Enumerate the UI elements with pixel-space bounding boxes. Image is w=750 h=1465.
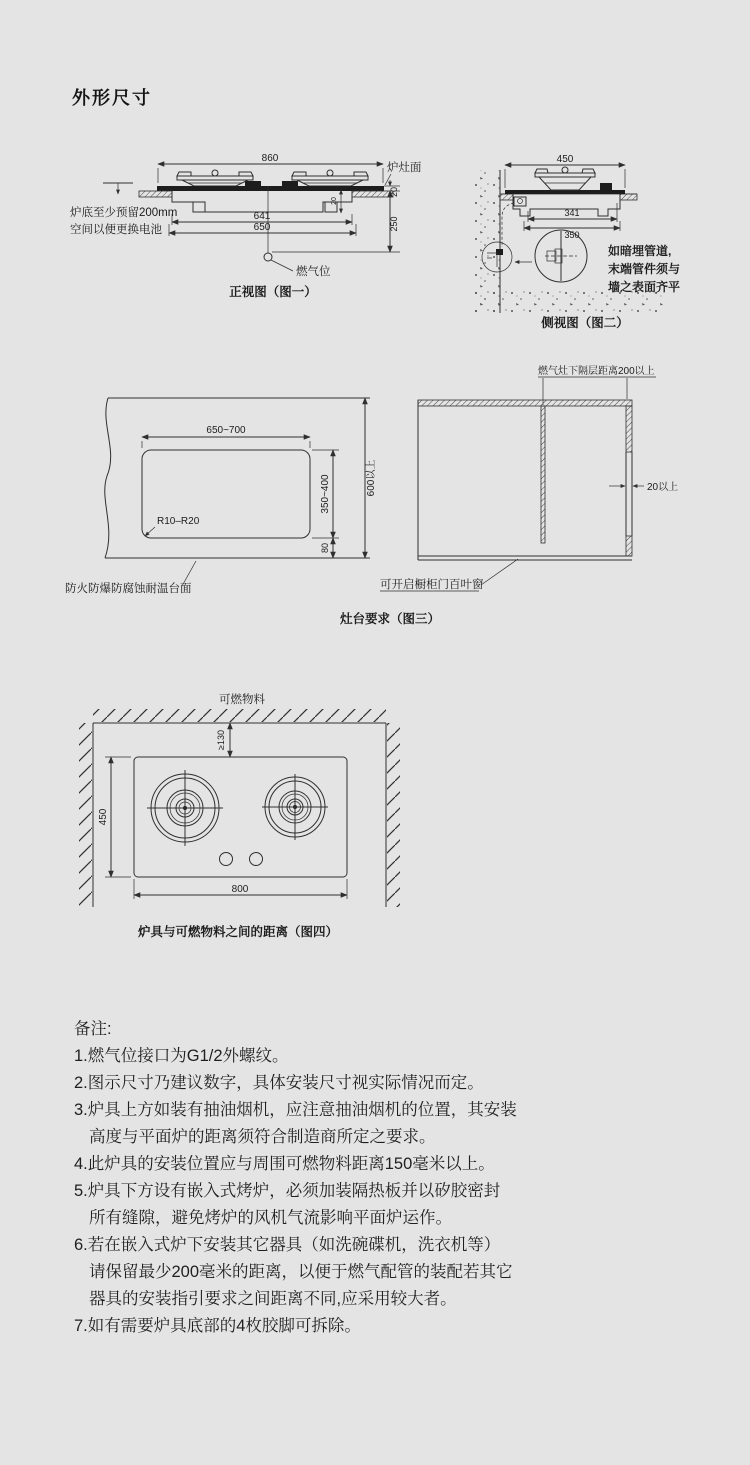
- note-line: 6.若在嵌入式炉下安装其它器具（如洗碗碟机，洗衣机等）: [74, 1236, 501, 1254]
- battery-note-line1: 炉底至少预留200mm: [70, 207, 178, 219]
- dim-stove-depth: [98, 757, 131, 877]
- radius-label: R10–R20: [157, 516, 200, 527]
- notes-section: [74, 1016, 694, 1340]
- igniter-box-left: [245, 181, 261, 187]
- dim-label-800: 800: [231, 884, 249, 895]
- knob-right: [250, 853, 263, 866]
- corner-radius-callout: [145, 516, 200, 536]
- dim-label-80: 80: [320, 542, 330, 554]
- dim-counter-depth: [364, 398, 377, 558]
- gas-connection: [264, 253, 331, 278]
- dim-cutout-width: [142, 425, 310, 448]
- note-line: 7.如有需要炉具底部的4枚胶脚可拆除。: [74, 1317, 361, 1335]
- pipe-note-line1: 如暗埋管道,: [608, 244, 672, 258]
- knob-left: [220, 853, 233, 866]
- right-burner-top: [262, 774, 328, 840]
- countertop-section-right: [352, 191, 393, 197]
- surface-label: [385, 160, 422, 185]
- dim-label-foot-20: 20: [331, 197, 338, 205]
- dim-label-450: 450: [556, 154, 574, 165]
- dim-label-650: 650: [253, 222, 271, 233]
- figure3-caption: 灶台要求（图三）: [339, 612, 441, 626]
- pipe-note-line3: 墙之表面齐平: [608, 280, 681, 294]
- countertop-section-left: [139, 191, 172, 197]
- countertop-material-label: [65, 561, 196, 595]
- note-line: 器具的安装指引要求之间距离不同,应采用较大者。: [89, 1290, 457, 1308]
- note-line: 1.燃气位接口为G1/2外螺纹。: [74, 1047, 289, 1065]
- dim-label-450: 450: [98, 808, 109, 826]
- clearance-figure: [75, 685, 425, 945]
- dim-label-cutout-depth: 350~400: [320, 474, 331, 514]
- dim-label-130: ≥130: [216, 730, 226, 750]
- dim-stove-width: [134, 879, 347, 899]
- dim-gap: [609, 480, 678, 493]
- dim-label-350: 350: [564, 230, 580, 240]
- countertop-requirements-figure: [60, 360, 710, 635]
- note-line: 所有缝隙，避免烤炉的风机气流影响平面炉运作。: [89, 1209, 452, 1227]
- combustible-label: 可燃物料: [219, 694, 265, 706]
- igniter-box-right: [282, 181, 298, 187]
- clearance-label: 燃气灶下隔层距离200以上: [538, 366, 655, 377]
- figure4-caption: 炉具与可燃物料之间的距离（图四）: [137, 925, 339, 939]
- note-line: 请保留最少200毫米的距离，以便于燃气配管的装配若其它: [89, 1263, 513, 1281]
- dim-label-860: 860: [261, 153, 279, 164]
- dim-label-341: 341: [564, 208, 580, 218]
- figure1-caption: 正视图（图一）: [229, 285, 317, 299]
- gas-position-label: 燃气位: [296, 266, 331, 278]
- dim-label-250: 250: [389, 216, 399, 232]
- dim-label-cutout-width: 650~700: [206, 425, 246, 436]
- note-line: 高度与平面炉的距离须符合制造商所定之要求。: [89, 1128, 436, 1146]
- page-title: 外形尺寸: [72, 88, 152, 108]
- side-view-figure: [455, 145, 750, 340]
- right-burner: [292, 170, 368, 186]
- front-view-figure: [60, 140, 440, 305]
- note-line: 4.此炉具的安装位置应与周围可燃物料距离150毫米以上。: [74, 1155, 495, 1173]
- dim-body-width: [169, 211, 356, 236]
- stove-top-view: [134, 757, 347, 877]
- surface-label-text: 炉灶面: [387, 162, 422, 174]
- left-burner-top: [147, 770, 223, 846]
- dim-label-glass-20: 20: [389, 186, 399, 198]
- material-label-text: 防火防爆防腐蚀耐温台面: [65, 583, 192, 595]
- battery-note-line2: 空间以便更换电池: [70, 224, 162, 236]
- dim-label-600plus: 600以上: [366, 459, 377, 497]
- note-line: 5.炉具下方设有嵌入式烤炉，必须加装隔热板并以矽胶密封: [74, 1182, 501, 1200]
- louver-label-text: 可开启橱柜门百叶窗: [380, 579, 484, 591]
- figure2-caption: 侧视图（图二）: [541, 316, 629, 330]
- counter-section-left: [500, 194, 513, 200]
- cabinet-drawing: [418, 364, 656, 560]
- left-burner: [177, 170, 253, 186]
- notes-heading: 备注:: [74, 1020, 112, 1038]
- pipe-note-line2: 末端管件须与: [608, 262, 681, 276]
- dim-label-gap: 20以上: [647, 482, 679, 493]
- louver-label: [380, 559, 518, 591]
- glass-top-side: [505, 190, 625, 194]
- dim-cutout-depth: [312, 450, 339, 558]
- dim-clearance: [216, 723, 230, 757]
- counter-section-right: [620, 194, 637, 200]
- dim-label-641: 641: [253, 211, 271, 222]
- concrete-floor: [475, 291, 663, 313]
- glass-top-panel: [157, 186, 384, 191]
- dim-overall-width: [158, 153, 383, 183]
- note-line: 2.图示尺寸乃建议数字，具体安装尺寸视实际情况而定。: [74, 1074, 484, 1092]
- embedded-pipe-note: [608, 243, 680, 294]
- note-line: 3.炉具上方如装有抽油烟机，应注意抽油烟机的位置，其安装: [74, 1101, 517, 1119]
- burner-profile: [535, 167, 612, 190]
